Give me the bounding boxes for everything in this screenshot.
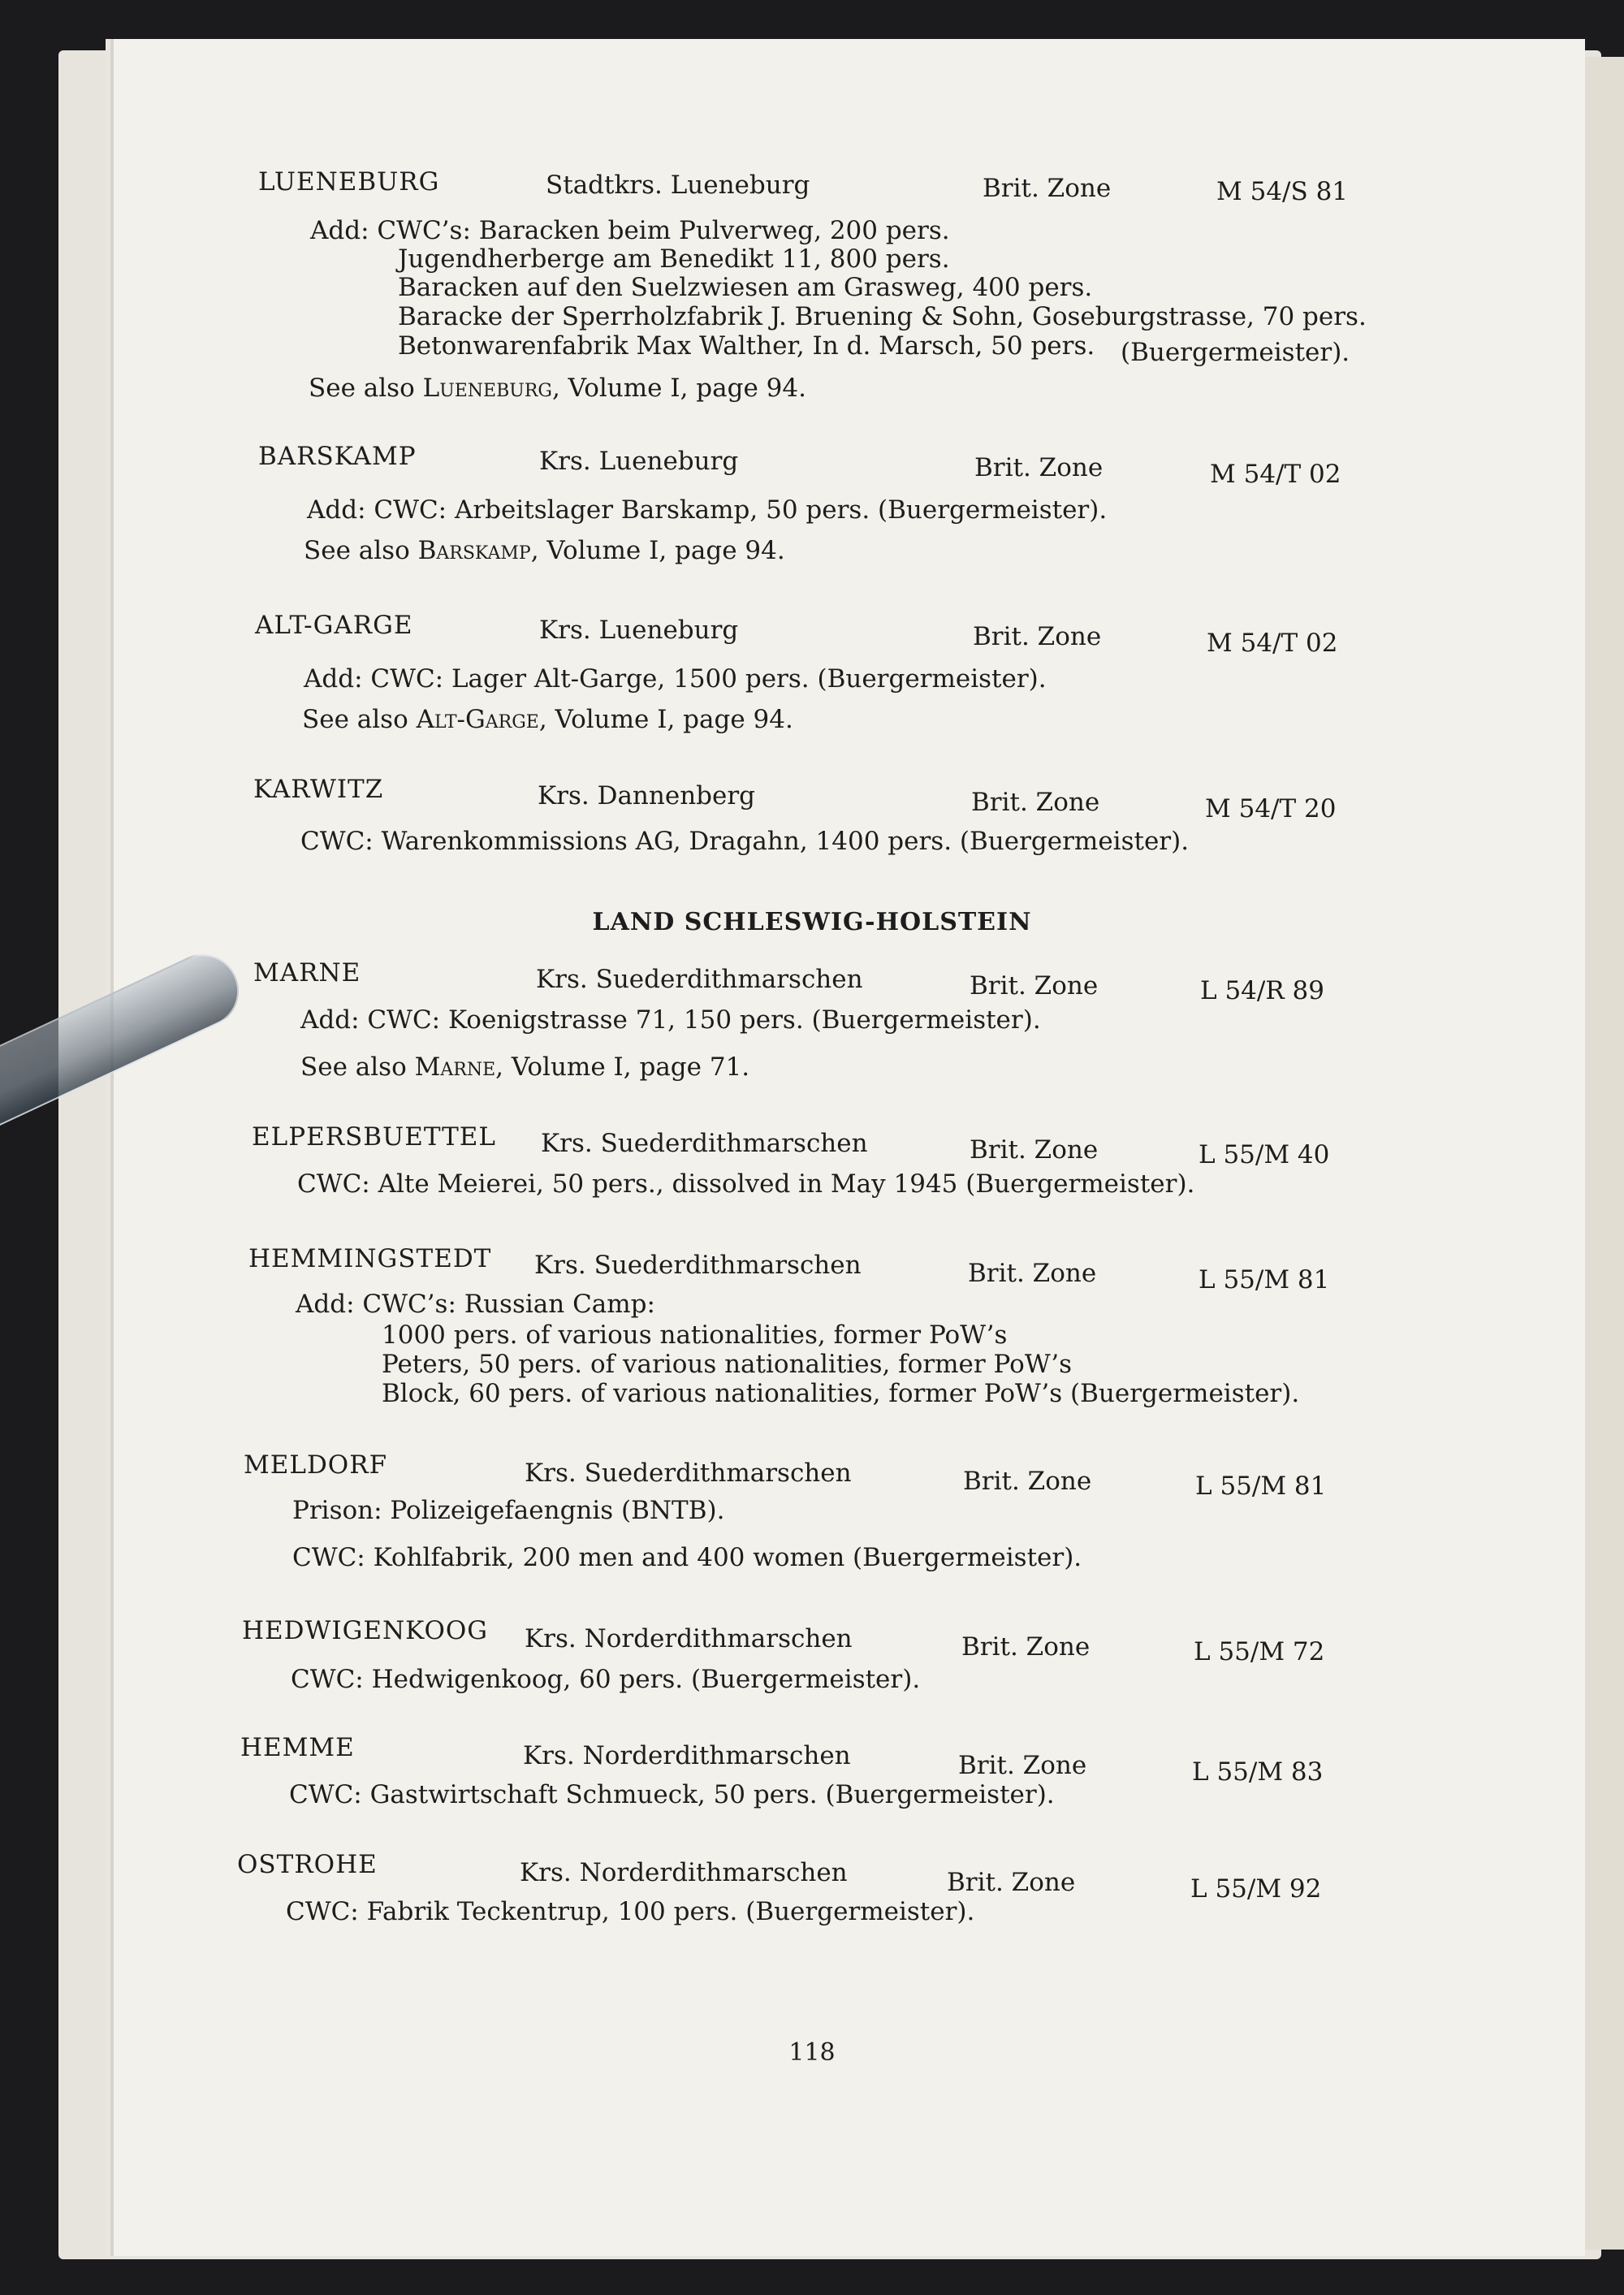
entry-grid-ref: M 54/T 02 — [1207, 629, 1338, 658]
entry-zone: Brit. Zone — [958, 1751, 1087, 1780]
entry-grid-ref: M 54/T 02 — [1210, 460, 1341, 489]
see-also-line: See also Marne, Volume I, page 71. — [300, 1052, 750, 1082]
entry-grid-ref: L 55/M 83 — [1192, 1757, 1324, 1787]
entry-zone: Brit. Zone — [974, 453, 1104, 482]
entry-line: CWC: Warenkommissions AG, Dragahn, 1400 pers. (Buergermeister). — [300, 827, 1190, 856]
see-also-line: See also Barskamp, Volume I, page 94. — [304, 536, 785, 565]
entry-zone: Brit. Zone — [983, 174, 1112, 203]
entry-line: Add: CWC: Arbeitslager Barskamp, 50 pers. (Buergermeister). — [307, 495, 1108, 525]
entry-district: Krs. Norderdithmarschen — [520, 1858, 848, 1887]
entry-zone: Brit. Zone — [963, 1467, 1092, 1496]
entry-zone: Brit. Zone — [968, 1259, 1097, 1288]
entry-zone: Brit. Zone — [947, 1868, 1076, 1897]
entry-place: HEMMINGSTEDT — [248, 1244, 492, 1273]
entry-place: HEDWIGENKOOG — [242, 1616, 489, 1645]
entry-grid-ref: M 54/T 20 — [1205, 794, 1337, 823]
entry-district: Krs. Lueneburg — [539, 447, 739, 476]
entry-grid-ref: L 55/M 81 — [1199, 1265, 1330, 1294]
entry-district: Krs. Lueneburg — [539, 616, 739, 645]
entry-place: BARSKAMP — [258, 442, 417, 471]
entry-place: HEMME — [240, 1733, 355, 1762]
entry-grid-ref: L 55/M 81 — [1195, 1472, 1327, 1501]
entry-grid-ref: M 54/S 81 — [1216, 177, 1349, 206]
entry-grid-ref: L 54/R 89 — [1200, 976, 1324, 1005]
entry-zone: Brit. Zone — [971, 788, 1100, 817]
entry-place: OSTROHE — [237, 1850, 378, 1879]
entry-zone: Brit. Zone — [970, 971, 1099, 1001]
see-also-place: Alt-Garge — [416, 705, 539, 734]
entry-district: Krs. Suederdithmarschen — [525, 1459, 852, 1488]
entry-line: Add: CWC’s: Baracken beim Pulverweg, 200 pers. — [310, 216, 950, 245]
entry-line: CWC: Hedwigenkoog, 60 pers. (Buergermeister). — [291, 1665, 921, 1694]
entry-place: ELPERSBUETTEL — [252, 1122, 496, 1152]
entry-grid-ref: L 55/M 92 — [1190, 1874, 1322, 1904]
see-also-place: Barskamp — [417, 536, 531, 565]
entry-line: Baracke der Sperrholzfabrik J. Bruening & Sohn, Goseburgstrasse, 70 pers. — [398, 302, 1367, 331]
see-also-place: Marne — [414, 1052, 496, 1082]
entry-place: LUENEBURG — [258, 167, 440, 197]
entry-line: Prison: Polizeigefaengnis (BNTB). — [292, 1496, 725, 1525]
section-heading: LAND SCHLESWIG-HOLSTEIN — [592, 908, 1032, 936]
entry-note: (Buergermeister). — [1121, 338, 1350, 367]
entry-grid-ref: L 55/M 72 — [1194, 1637, 1325, 1666]
page-number: 118 — [788, 2038, 836, 2067]
entry-line: Jugendherberge am Benedikt 11, 800 pers. — [398, 244, 950, 274]
entry-district: Krs. Norderdithmarschen — [525, 1624, 853, 1653]
entry-line: Add: CWC: Lager Alt-Garge, 1500 pers. (Buergermeister). — [304, 664, 1047, 694]
entry-district: Krs. Dannenberg — [538, 781, 756, 810]
entry-line: CWC: Alte Meierei, 50 pers., dissolved in May 1945 (Buergermeister). — [297, 1169, 1195, 1199]
entry-zone: Brit. Zone — [973, 622, 1102, 651]
entry-place: KARWITZ — [253, 775, 384, 804]
entry-line: 1000 pers. of various nationalities, former PoW’s — [382, 1320, 1008, 1350]
entry-district: Stadtkrs. Lueneburg — [546, 171, 810, 200]
entry-place: ALT-GARGE — [255, 611, 413, 640]
entry-zone: Brit. Zone — [961, 1632, 1091, 1662]
entry-line: Betonwarenfabrik Max Walther, In d. Marsch, 50 pers. — [398, 331, 1095, 361]
entry-line: Peters, 50 pers. of various nationalities, former PoW’s — [382, 1350, 1073, 1379]
entry-district: Krs. Suederdithmarschen — [541, 1129, 868, 1158]
entry-line: CWC: Gastwirtschaft Schmueck, 50 pers. (Buergermeister). — [289, 1780, 1055, 1809]
entry-district: Krs. Suederdithmarschen — [534, 1251, 862, 1280]
entry-place: MARNE — [253, 958, 361, 988]
entry-line: Add: CWC: Koenigstrasse 71, 150 pers. (Buergermeister). — [300, 1005, 1041, 1035]
see-also-line: See also Alt-Garge, Volume I, page 94. — [302, 705, 793, 734]
entry-place: MELDORF — [244, 1450, 388, 1480]
entry-line: CWC: Kohlfabrik, 200 men and 400 women (Buergermeister). — [292, 1543, 1082, 1572]
entry-line: Block, 60 pers. of various nationalities, former PoW’s (Buergermeister). — [382, 1379, 1300, 1408]
see-also-place: Lueneburg — [422, 374, 552, 403]
see-also-line: See also Lueneburg, Volume I, page 94. — [309, 374, 806, 403]
entry-line: Baracken auf den Suelzwiesen am Grasweg, 400 pers. — [398, 273, 1093, 302]
entry-line: CWC: Fabrik Teckentrup, 100 pers. (Buergermeister). — [286, 1897, 975, 1926]
entry-line: Add: CWC’s: Russian Camp: — [296, 1290, 655, 1319]
entry-district: Krs. Norderdithmarschen — [523, 1741, 851, 1770]
entry-grid-ref: L 55/M 40 — [1199, 1140, 1330, 1169]
entry-district: Krs. Suederdithmarschen — [536, 965, 863, 994]
entry-zone: Brit. Zone — [970, 1135, 1099, 1165]
